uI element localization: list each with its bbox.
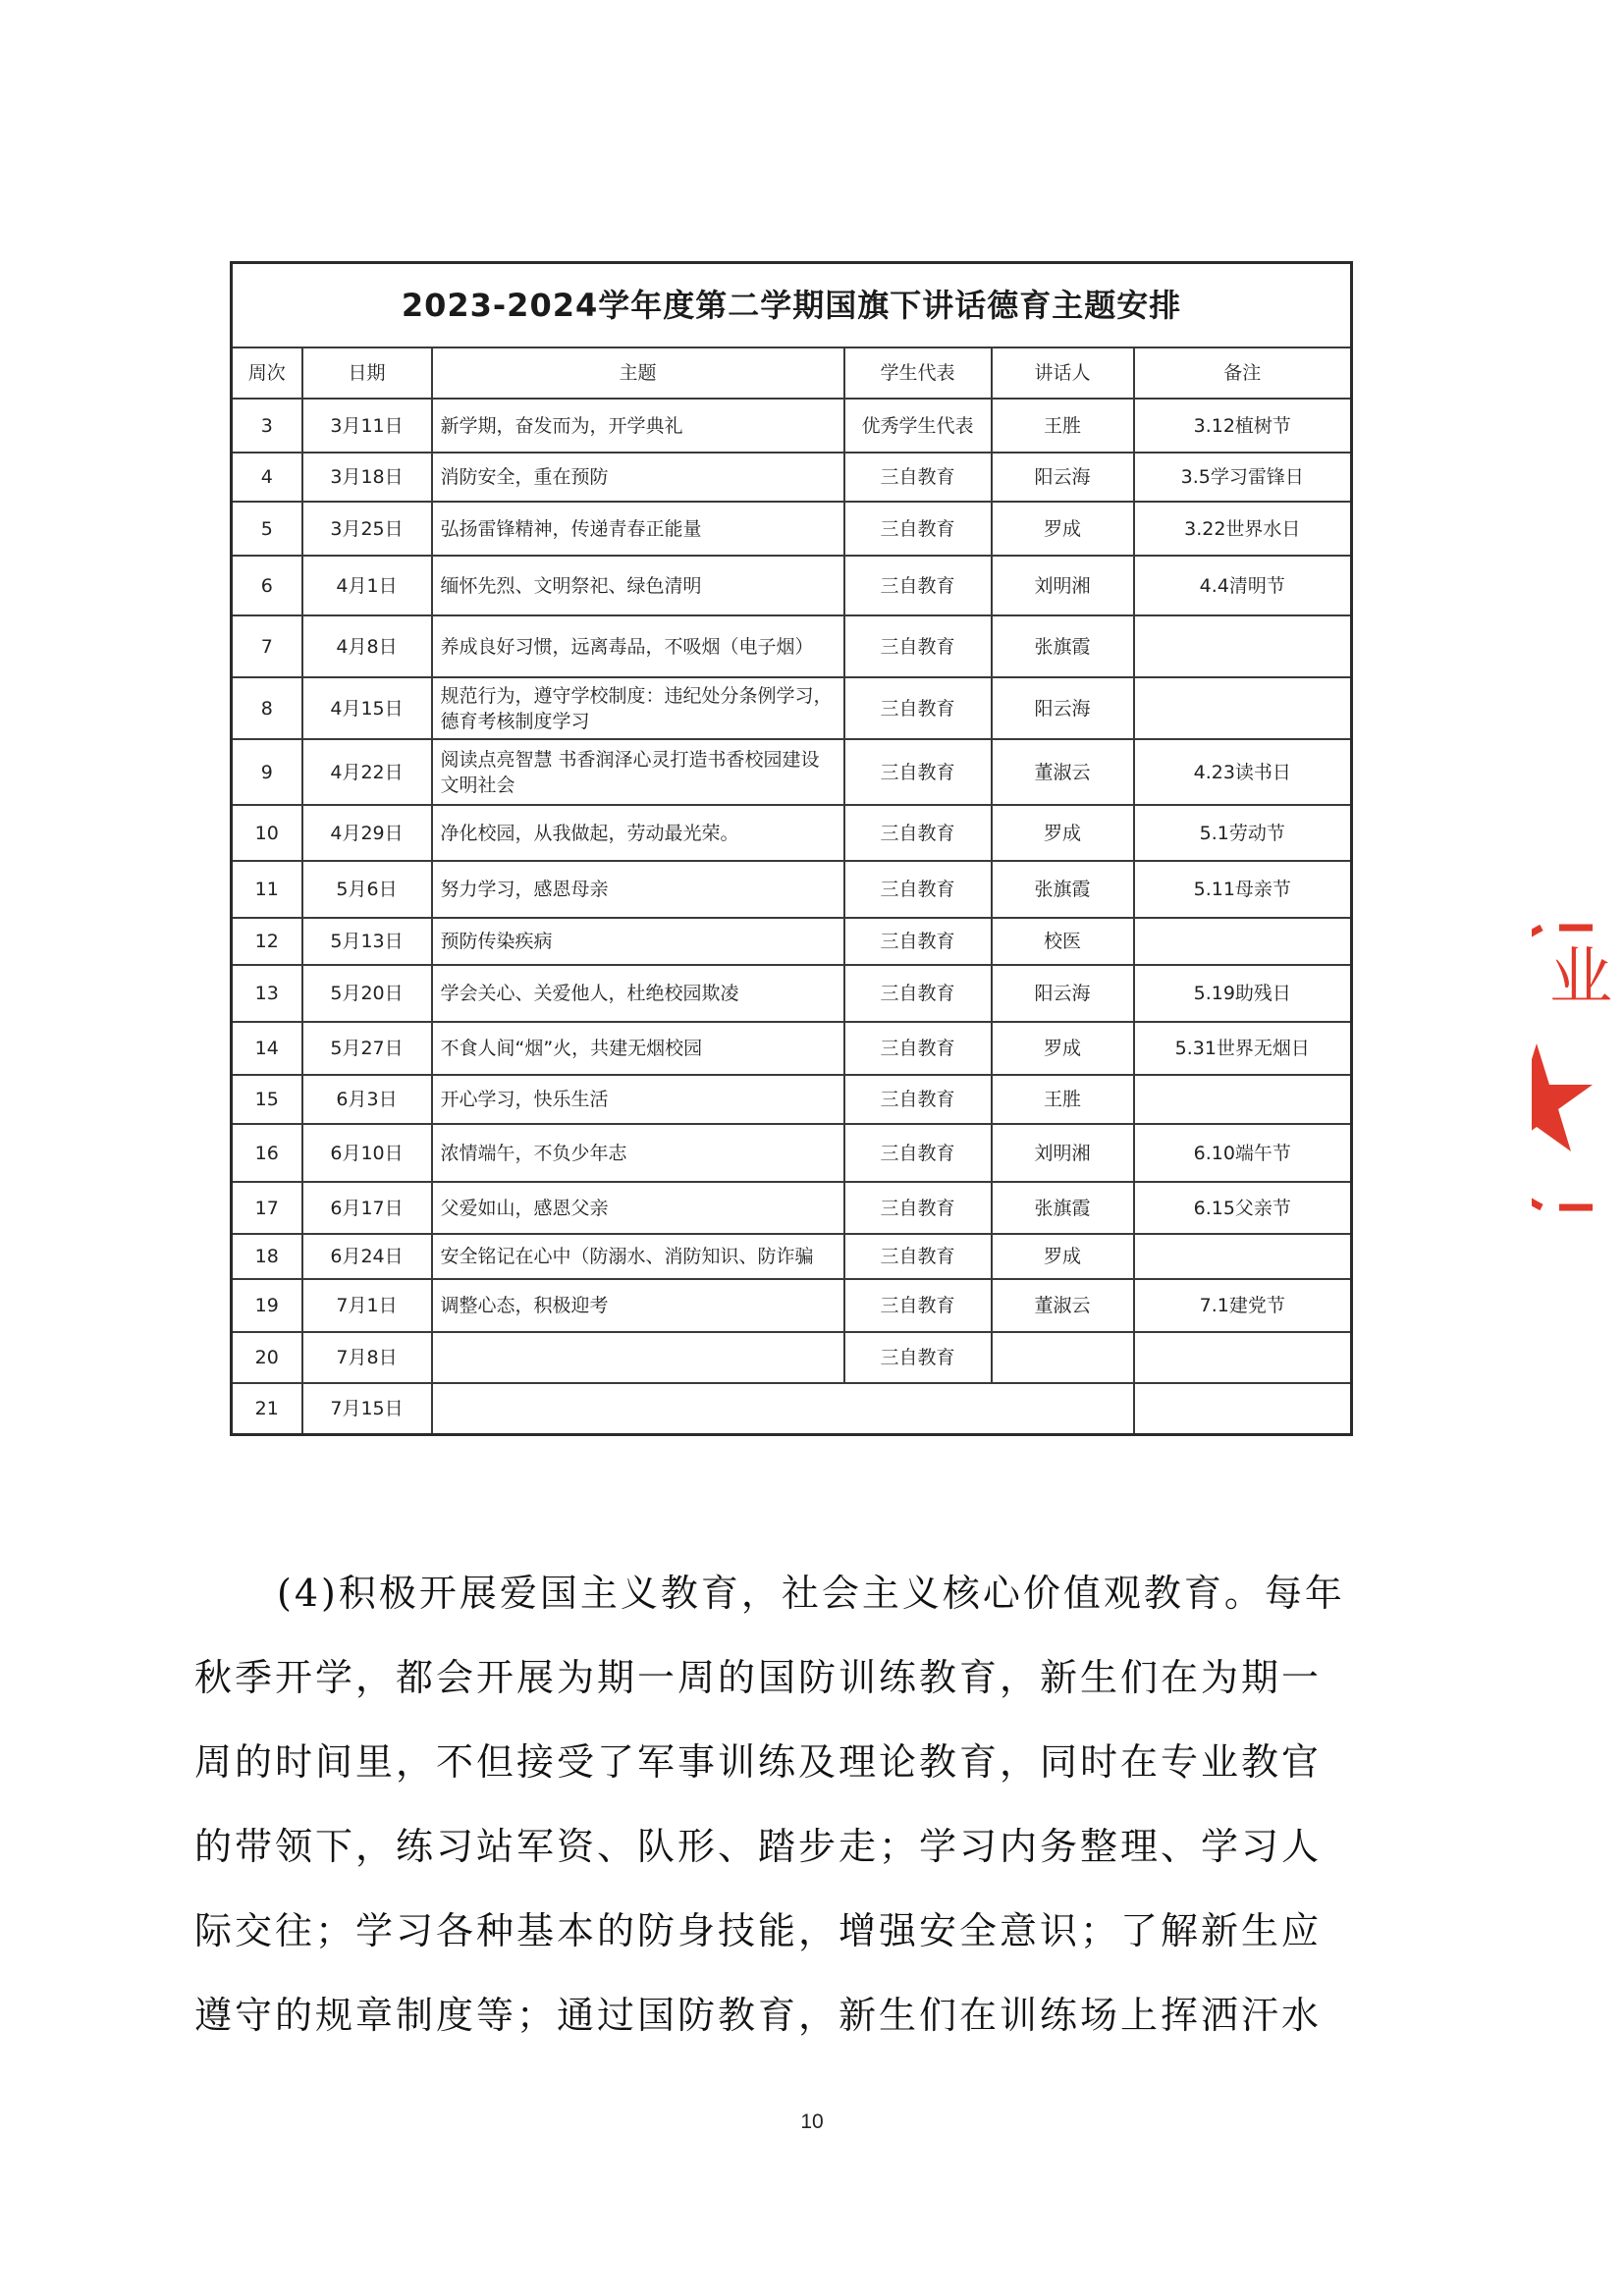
cell-speaker: 张旗霞 [992, 615, 1134, 677]
cell-week: 14 [232, 1022, 302, 1075]
cell-speaker [992, 1332, 1134, 1383]
cell-date: 3月11日 [302, 399, 432, 453]
cell-remarks: 7.1建党节 [1134, 1279, 1352, 1332]
cell-speaker: 王胜 [992, 1075, 1134, 1124]
cell-week: 12 [232, 918, 302, 965]
table-row [232, 615, 1352, 677]
cell-remarks: 5.11母亲节 [1134, 861, 1352, 918]
cell-week: 10 [232, 805, 302, 861]
table-row [232, 1383, 1352, 1434]
cell-student-rep: 三自教育 [844, 1075, 992, 1124]
table-title: 2023-2024学年度第二学期国旗下讲话德育主题安排 [232, 263, 1352, 348]
cell-topic: 开心学习，快乐生活 [432, 1075, 844, 1124]
cell-student-rep: 三自教育 [844, 918, 992, 965]
cell-date: 6月17日 [302, 1182, 432, 1234]
cell-speaker: 王胜 [992, 399, 1134, 453]
cell-speaker: 阳云海 [992, 965, 1134, 1022]
header-speaker: 讲话人 [992, 347, 1134, 399]
cell-remarks: 4.23读书日 [1134, 739, 1352, 805]
cell-date: 4月1日 [302, 556, 432, 615]
paragraph-line: (4)积极开展爱国主义教育，社会主义核心价值观教育。每年 [277, 1572, 1345, 1615]
cell-student-rep: 三自教育 [844, 556, 992, 615]
cell-speaker: 董淑云 [992, 1279, 1134, 1332]
header-week: 周次 [232, 347, 302, 399]
cell-date: 4月29日 [302, 805, 432, 861]
table-row [232, 861, 1352, 918]
paragraph-line: 秋季开学，都会开展为期一周的国防训练教育，新生们在为期一 [194, 1656, 1323, 1699]
table-row [232, 965, 1352, 1022]
cell-remarks [1134, 1075, 1352, 1124]
cell-student-rep: 三自教育 [844, 1332, 992, 1383]
cell-date: 7月1日 [302, 1279, 432, 1332]
table-row [232, 739, 1352, 805]
header-student-rep: 学生代表 [844, 347, 992, 399]
cell-remarks: 5.1劳动节 [1134, 805, 1352, 861]
cell-student-rep: 三自教育 [844, 502, 992, 556]
table-row [232, 918, 1352, 965]
cell-speaker: 董淑云 [992, 739, 1134, 805]
cell-speaker: 刘明湘 [992, 1124, 1134, 1182]
seal-text: 业 [1549, 941, 1612, 1014]
cell-remarks: 3.22世界水日 [1134, 502, 1352, 556]
cell-remarks [1134, 677, 1352, 739]
header-date: 日期 [302, 347, 432, 399]
cell-topic: 父爱如山，感恩父亲 [432, 1182, 844, 1234]
table-row [232, 1182, 1352, 1234]
cell-speaker: 阳云海 [992, 453, 1134, 502]
cell-speaker: 张旗霞 [992, 861, 1134, 918]
table-row [232, 1022, 1352, 1075]
cell-week: 15 [232, 1075, 302, 1124]
cell-week: 16 [232, 1124, 302, 1182]
cell-topic: 努力学习，感恩母亲 [432, 861, 844, 918]
cell-week: 18 [232, 1234, 302, 1279]
cell-topic: 安全铭记在心中（防溺水、消防知识、防诈骗 [432, 1234, 844, 1279]
cell-week: 13 [232, 965, 302, 1022]
table-row [232, 677, 1352, 739]
cell-date: 6月24日 [302, 1234, 432, 1279]
cell-student-rep: 三自教育 [844, 453, 992, 502]
cell-date: 7月15日 [302, 1383, 432, 1434]
table-row [232, 1234, 1352, 1279]
cell-topic: 预防传染疾病 [432, 918, 844, 965]
table-row [232, 399, 1352, 453]
cell-week: 7 [232, 615, 302, 677]
cell-speaker: 校医 [992, 918, 1134, 965]
cell-date: 7月8日 [302, 1332, 432, 1383]
paragraph-line: 的带领下，练习站军资、队形、踏步走；学习内务整理、学习人 [194, 1825, 1323, 1868]
cell-remarks: 4.4清明节 [1134, 556, 1352, 615]
cell-week: 5 [232, 502, 302, 556]
cell-speaker: 罗成 [992, 805, 1134, 861]
cell-remarks [1134, 615, 1352, 677]
cell-remarks: 3.5学习雷锋日 [1134, 453, 1352, 502]
cell-topic: 阅读点亮智慧 书香润泽心灵打造书香校园建设文明社会 [432, 739, 844, 805]
table-row [232, 1332, 1352, 1383]
cell-week: 11 [232, 861, 302, 918]
table-row [232, 556, 1352, 615]
table-row [232, 805, 1352, 861]
seal-star-icon [1532, 1043, 1593, 1151]
cell-student-rep: 三自教育 [844, 1234, 992, 1279]
cell-student-rep: 三自教育 [844, 1124, 992, 1182]
cell-topic: 浓情端午，不负少年志 [432, 1124, 844, 1182]
table-row [232, 502, 1352, 556]
cell-topic: 养成良好习惯，远离毒品，不吸烟（电子烟） [432, 615, 844, 677]
table-row [232, 453, 1352, 502]
cell-date: 4月22日 [302, 739, 432, 805]
cell-topic [432, 1383, 1134, 1434]
paragraph-line: 遵守的规章制度等；通过国防教育，新生们在训练场上挥洒汗水 [194, 1994, 1323, 2037]
paragraph-line: 际交往；学习各种基本的防身技能，增强安全意识；了解新生应 [194, 1909, 1323, 1952]
cell-date: 4月8日 [302, 615, 432, 677]
red-seal-stamp [1532, 908, 1624, 1232]
cell-week: 21 [232, 1383, 302, 1434]
theme-schedule-table [230, 261, 1353, 1436]
cell-remarks: 5.31世界无烟日 [1134, 1022, 1352, 1075]
cell-remarks [1134, 1383, 1352, 1434]
cell-remarks: 6.10端午节 [1134, 1124, 1352, 1182]
paragraph-line: 周的时间里，不但接受了军事训练及理论教育，同时在专业教官 [194, 1740, 1323, 1784]
cell-remarks [1134, 1332, 1352, 1383]
cell-speaker: 罗成 [992, 1022, 1134, 1075]
table-body [232, 399, 1352, 1434]
cell-student-rep: 三自教育 [844, 615, 992, 677]
cell-week: 17 [232, 1182, 302, 1234]
cell-speaker: 张旗霞 [992, 1182, 1134, 1234]
cell-date: 4月15日 [302, 677, 432, 739]
page-number: 10 [800, 2110, 824, 2133]
cell-date: 6月10日 [302, 1124, 432, 1182]
cell-date: 5月13日 [302, 918, 432, 965]
body-paragraph [194, 1551, 1422, 2057]
cell-student-rep: 优秀学生代表 [844, 399, 992, 453]
cell-remarks: 5.19助残日 [1134, 965, 1352, 1022]
cell-remarks [1134, 1234, 1352, 1279]
cell-date: 3月18日 [302, 453, 432, 502]
cell-student-rep: 三自教育 [844, 677, 992, 739]
cell-speaker: 阳云海 [992, 677, 1134, 739]
cell-topic [432, 1332, 844, 1383]
cell-speaker: 刘明湘 [992, 556, 1134, 615]
cell-topic: 不食人间“烟”火，共建无烟校园 [432, 1022, 844, 1075]
cell-week: 8 [232, 677, 302, 739]
cell-speaker: 罗成 [992, 1234, 1134, 1279]
cell-remarks [1134, 918, 1352, 965]
cell-topic: 规范行为，遵守学校制度：违纪处分条例学习，德育考核制度学习 [432, 677, 844, 739]
table-header-row [232, 347, 1352, 399]
cell-student-rep: 三自教育 [844, 1182, 992, 1234]
cell-remarks: 6.15父亲节 [1134, 1182, 1352, 1234]
cell-student-rep: 三自教育 [844, 805, 992, 861]
cell-student-rep: 三自教育 [844, 1279, 992, 1332]
cell-topic: 缅怀先烈、文明祭祀、绿色清明 [432, 556, 844, 615]
cell-topic: 学会关心、关爱他人，杜绝校园欺凌 [432, 965, 844, 1022]
cell-week: 9 [232, 739, 302, 805]
cell-topic: 新学期，奋发而为，开学典礼 [432, 399, 844, 453]
cell-date: 5月27日 [302, 1022, 432, 1075]
cell-week: 3 [232, 399, 302, 453]
cell-week: 19 [232, 1279, 302, 1332]
cell-date: 6月3日 [302, 1075, 432, 1124]
cell-student-rep: 三自教育 [844, 861, 992, 918]
cell-student-rep: 三自教育 [844, 739, 992, 805]
cell-speaker: 罗成 [992, 502, 1134, 556]
cell-week: 4 [232, 453, 302, 502]
cell-topic: 弘扬雷锋精神，传递青春正能量 [432, 502, 844, 556]
cell-week: 6 [232, 556, 302, 615]
cell-date: 5月20日 [302, 965, 432, 1022]
theme-schedule-table-wrapper [230, 261, 1350, 1436]
cell-date: 3月25日 [302, 502, 432, 556]
table-row [232, 1124, 1352, 1182]
cell-student-rep: 三自教育 [844, 1022, 992, 1075]
table-row [232, 1279, 1352, 1332]
cell-student-rep: 三自教育 [844, 965, 992, 1022]
header-remarks: 备注 [1134, 347, 1352, 399]
cell-date: 5月6日 [302, 861, 432, 918]
cell-remarks: 3.12植树节 [1134, 399, 1352, 453]
cell-topic: 消防安全，重在预防 [432, 453, 844, 502]
cell-topic: 净化校园，从我做起，劳动最光荣。 [432, 805, 844, 861]
cell-week: 20 [232, 1332, 302, 1383]
cell-topic: 调整心态，积极迎考 [432, 1279, 844, 1332]
header-topic: 主题 [432, 347, 844, 399]
table-row [232, 1075, 1352, 1124]
